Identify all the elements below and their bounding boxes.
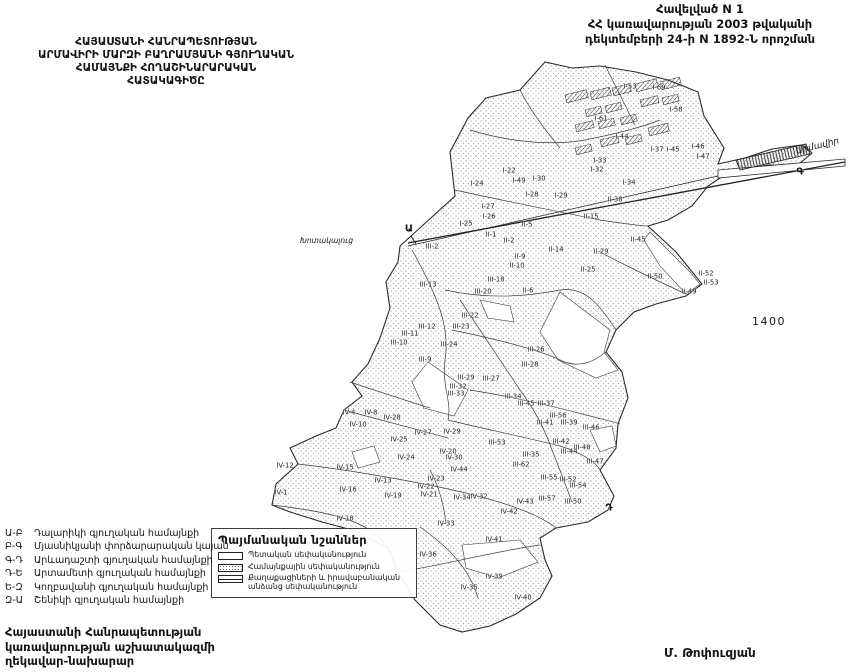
boundary-codes-list xyxy=(5,527,229,607)
legend-item-label: Պետական սեփականություն xyxy=(248,550,367,559)
parcel-label: IV-13 xyxy=(374,476,392,485)
parcel-label: IV-39 xyxy=(485,572,503,581)
parcel-label: IV-12 xyxy=(276,461,294,470)
parcel-label: III-27 xyxy=(482,374,500,383)
parcel-label: IV-19 xyxy=(384,491,402,500)
parcel-label: III-35 xyxy=(522,450,540,459)
legend-item xyxy=(218,574,410,591)
parcel-label: III-12 xyxy=(418,322,436,331)
parcel-label: I-37 xyxy=(650,145,664,154)
parcel-label: III-48 xyxy=(573,443,591,452)
parcel-label: IV-44 xyxy=(450,465,468,474)
legend-box xyxy=(211,528,417,598)
appendix-line2: ՀՀ կառավարության 2003 թվականի xyxy=(587,17,813,31)
parcel-label: IV-29 xyxy=(443,427,461,436)
parcel-label: III-26 xyxy=(527,345,545,354)
boundary-code-row xyxy=(5,567,229,580)
parcel-label: II-53 xyxy=(703,278,719,287)
parcel-label: I-25 xyxy=(459,219,473,228)
parcel-label: II-50 xyxy=(647,272,663,281)
appendix-line3: դեկտեմբերի 24-ի N 1892-Ն որոշման xyxy=(584,32,816,46)
parcel-label: IV-40 xyxy=(514,593,532,602)
parcel-label: III-45 xyxy=(517,399,535,408)
parcel-label: III-54 xyxy=(569,481,587,490)
appendix-line1: Հավելված N 1 xyxy=(656,2,744,16)
parcel-label: I-33 xyxy=(593,156,607,165)
parcel-label: II-2 xyxy=(503,236,515,245)
legend-item xyxy=(218,563,410,572)
parcel-label: I-69 xyxy=(652,83,666,92)
parcel-label: III-46 xyxy=(582,423,600,432)
parcel-label: II-9 xyxy=(514,252,526,261)
title-line3: ՀԱՄԱՅՆՔԻ ՀՈՂԱՇԻՆԱՐԱՐԱԿԱՆ xyxy=(75,62,257,74)
parcel-label: III-11 xyxy=(401,329,419,338)
parcel-label: IV-16 xyxy=(339,485,357,494)
parcel-label: I-53 xyxy=(623,82,637,91)
parcel-label: IV-23 xyxy=(427,474,445,483)
parcel-label: I-58 xyxy=(669,105,683,114)
parcel-label: III-41 xyxy=(536,418,554,427)
parcel-label: IV-30 xyxy=(445,453,463,462)
parcel-label: IV-33 xyxy=(437,519,455,528)
parcel-label: III-20 xyxy=(474,287,492,296)
title-line4: ՀԱՏԱԿԱԳԻԾԸ xyxy=(127,75,205,87)
boundary-point-label: Գ xyxy=(796,166,804,178)
parcel-label: II-25 xyxy=(580,265,596,274)
boundary-code: Դ-Ե xyxy=(5,568,23,580)
parcel-label: IV-28 xyxy=(383,413,401,422)
parcel-label: II-5 xyxy=(521,220,533,229)
parcel-label: III-33 xyxy=(447,389,465,398)
boundary-code-row xyxy=(5,594,229,607)
parcel-label: III-34 xyxy=(504,392,522,401)
parcel-label: IV-41 xyxy=(485,535,503,544)
parcel-label: IV-10 xyxy=(349,420,367,429)
scale-note: 1400 xyxy=(752,315,786,328)
parcel-label: II-14 xyxy=(548,245,564,254)
parcel-label: IV-15 xyxy=(336,463,354,472)
parcel-label: III-2 xyxy=(425,242,439,251)
boundary-code-label: Մյասնիկյանի փորձարարական կայան xyxy=(34,541,229,553)
parcel-label: II-15 xyxy=(583,212,599,221)
parcel-label: I-24 xyxy=(470,179,484,188)
parcel-label: IV-32 xyxy=(470,492,488,501)
parcel-label: I-49 xyxy=(512,176,526,185)
boundary-code-row xyxy=(5,581,229,594)
parcel-label: III-28 xyxy=(521,360,539,369)
boundary-code-label: Շենիկի գյուղական համայնքի xyxy=(34,595,185,607)
signatory-line2: կառավարության աշխատակազմի xyxy=(5,639,215,654)
signature-name: Մ. Թոփուզյան xyxy=(664,646,756,660)
parcel-label: I-46 xyxy=(691,142,705,151)
signatory-line1: Հայաստանի Հանրապետության xyxy=(5,625,202,639)
parcel-label: II-49 xyxy=(681,287,697,296)
signatory-line3: ղեկավար-նախարար xyxy=(5,654,135,668)
parcel-label: III-39 xyxy=(560,418,578,427)
legend-title: Պայմանական նշաններ xyxy=(218,533,367,547)
parcel-label: III-32 xyxy=(449,382,467,391)
parcel-label: IV-25 xyxy=(390,435,408,444)
document-title xyxy=(26,36,306,88)
area-name-label: Խոտակալուց xyxy=(300,236,354,245)
boundary-point-label: Դ xyxy=(605,502,613,514)
boundary-code: Զ-Ա xyxy=(5,595,24,607)
parcel-label: III-18 xyxy=(487,275,505,284)
parcel-label: IV-18 xyxy=(336,514,354,523)
parcel-label: IV-4 xyxy=(342,408,356,417)
parcel-label: IV-36 xyxy=(419,550,437,559)
parcel-label: II-1 xyxy=(485,230,497,239)
parcel-label: IV-34 xyxy=(453,493,471,502)
legend-item-label: Համայնքային սեփականություն xyxy=(248,561,380,571)
title-line1: ՀԱՅԱՍՏԱՆԻ ՀԱՆՐԱՊԵՏՈՒԹՅԱՆ xyxy=(75,36,257,48)
parcel-label: III-24 xyxy=(440,340,458,349)
parcel-label: II-10 xyxy=(509,261,525,270)
parcel-label: III-29 xyxy=(457,373,475,382)
parcel-label: I-45 xyxy=(666,145,680,154)
boundary-code-row xyxy=(5,527,229,540)
title-line2: ԱՐՄԱՎԻՐԻ ՄԱՐԶԻ ԲԱՂՐԱՄՅԱՆԻ ԳՅՈՒՂԱԿԱՆ xyxy=(38,49,294,61)
parcel-label: IV-42 xyxy=(500,507,518,516)
parcel-label: III-56 xyxy=(549,411,567,420)
parcel-label: III-9 xyxy=(418,355,432,364)
signatory-block xyxy=(5,625,215,669)
legend-items xyxy=(218,551,410,591)
parcel-label: I-34 xyxy=(622,178,636,187)
parcel-label: II-29 xyxy=(593,247,609,256)
boundary-code-label: Արևադաշտի գյուղական համայնքի xyxy=(34,554,213,566)
parcel-label: I-27 xyxy=(481,202,495,211)
boundary-code-row xyxy=(5,540,229,553)
parcel-label: III-42 xyxy=(552,437,570,446)
parcel-label: III-52 xyxy=(559,475,577,484)
parcel-label: III-13 xyxy=(419,280,437,289)
parcel-label: I-22 xyxy=(502,166,516,175)
parcel-label: I-61 xyxy=(594,114,608,123)
boundary-code-label: Արտամետի գյուղական համայնքի xyxy=(34,568,206,580)
parcel-label: III-55 xyxy=(540,473,558,482)
parcel-label: I-30 xyxy=(532,174,546,183)
parcel-label: III-10 xyxy=(390,338,408,347)
parcel-label: I-44 xyxy=(615,132,629,141)
parcel-label: III-53 xyxy=(488,438,506,447)
parcel-label: III-23 xyxy=(452,322,470,331)
parcel-label: III-47 xyxy=(586,457,604,466)
parcel-label: III-22 xyxy=(461,311,479,320)
boundary-code: Ե-Զ xyxy=(5,581,23,593)
parcel-label: III-62 xyxy=(512,460,530,469)
parcel-label: I-29 xyxy=(554,191,568,200)
parcel-label: II-38 xyxy=(607,195,623,204)
parcel-label: I-47 xyxy=(696,152,710,161)
boundary-code: Բ-Գ xyxy=(5,541,23,553)
parcel-label: IV-8 xyxy=(364,408,378,417)
parcel-label: I-26 xyxy=(482,212,496,221)
parcel-label: IV-1 xyxy=(274,488,288,497)
parcel-label: III-57 xyxy=(538,494,556,503)
legend-item-label: Քաղաքացիների և իրավաբանական անձանց սեփականություն xyxy=(248,573,401,591)
legend-item xyxy=(218,551,410,560)
parcel-label: II-45 xyxy=(630,235,646,244)
appendix-header xyxy=(553,2,847,47)
parcel-label: I-28 xyxy=(525,190,539,199)
parcel-label: III-37 xyxy=(537,399,555,408)
parcel-label: II-6 xyxy=(522,286,534,295)
parcel-label: IV-43 xyxy=(516,497,534,506)
parcel-label: IV-22 xyxy=(417,482,435,491)
parcel-label: IV-24 xyxy=(397,453,415,462)
parcel-label: I-32 xyxy=(590,165,604,174)
boundary-point-label: Ա xyxy=(404,223,414,235)
parcel-label: III-44 xyxy=(560,447,578,456)
boundary-code-label: Դալարիկի գյուղական համայնքի xyxy=(34,528,200,539)
parcel-label: IV-35 xyxy=(460,583,478,592)
parcel-label: II-52 xyxy=(698,269,714,278)
boundary-code: Գ-Դ xyxy=(5,554,23,566)
handwritten-place-label: Արմավիր xyxy=(795,136,841,157)
boundary-code-label: Կողբավանի գյուղական համայնքի xyxy=(34,581,209,593)
parcel-label: III-50 xyxy=(564,497,582,506)
parcel-label: IV-20 xyxy=(439,447,457,456)
boundary-code: Ա-Բ xyxy=(5,528,23,539)
boundary-code-row xyxy=(5,554,229,567)
parcel-label: IV-21 xyxy=(420,490,438,499)
parcel-label: IV-27 xyxy=(414,428,432,437)
